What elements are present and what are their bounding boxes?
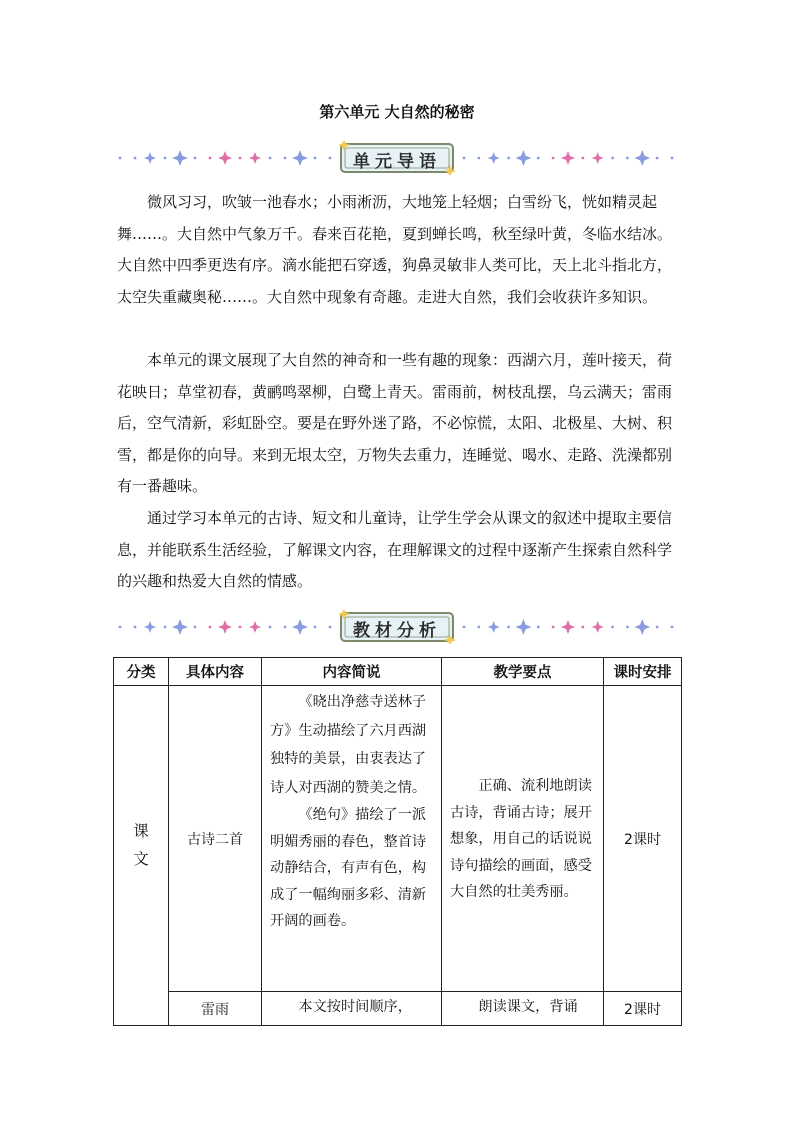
sparkle-dot xyxy=(626,157,629,160)
sparkle-dot xyxy=(314,626,317,629)
sparkle-dot xyxy=(194,157,197,160)
sparkle-star-icon xyxy=(144,152,156,164)
table-row xyxy=(114,992,682,1026)
points-cell xyxy=(442,992,604,1026)
sparkle-dot xyxy=(656,157,659,160)
sparkle-star-icon xyxy=(249,621,261,633)
sparkle-dot xyxy=(656,626,659,629)
sparkle-dot xyxy=(537,157,540,160)
content-cell: 古诗二首 xyxy=(169,686,262,992)
hours-cell: 2课时 xyxy=(604,686,682,992)
sparkle-dot xyxy=(671,157,674,160)
analysis-table xyxy=(113,657,682,1026)
sparkle-dot xyxy=(164,626,167,629)
sparkle-star-icon xyxy=(218,620,232,634)
sparkle-dot xyxy=(552,157,555,160)
column-header: 教学要点 xyxy=(442,658,604,686)
sparkle-dot xyxy=(194,626,197,629)
sparkle-dot xyxy=(134,626,137,629)
sparkle-dot xyxy=(239,626,242,629)
sparkle-dot xyxy=(611,157,614,160)
sparkle-dot xyxy=(119,157,122,160)
page-title: 第六单元 大自然的秘密 xyxy=(319,103,475,121)
summary-cell xyxy=(262,992,442,1026)
points-text: 朗读课文，背诵 xyxy=(478,999,578,1015)
section-banner-intro xyxy=(0,141,794,175)
sparkle-dot xyxy=(671,626,674,629)
sparkle-star-icon xyxy=(634,619,650,635)
sparkle-dot xyxy=(239,157,242,160)
column-header: 分类 xyxy=(114,658,169,686)
sparkle-dot xyxy=(463,157,466,160)
summary-paragraph: 《绝句》描绘了一派明媚秀丽的春色，整首诗动静结合，有声有色，构成了一幅绚丽多彩、清新开阔的画卷。 xyxy=(270,807,427,929)
sparkle-dot xyxy=(626,626,629,629)
intro-paragraph-3: 通过学习本单元的古诗、短文和儿童诗，让学生学会从课文的叙述中提取主要信息，并能联系生活经验，了解课文内容，在理解课文的过程中逐渐产生探索自然科学的兴趣和热爱大自然的情感。 xyxy=(117,509,673,591)
sparkle-dot xyxy=(269,157,272,160)
sparkle-dot xyxy=(284,626,287,629)
table-row xyxy=(114,686,682,992)
summary-paragraph: 本文按时间顺序， xyxy=(298,999,412,1015)
hours-cell: 2课时 xyxy=(604,992,682,1026)
sparkle-dot xyxy=(477,157,480,160)
column-header: 具体内容 xyxy=(169,658,262,686)
sparkle-dot xyxy=(581,157,584,160)
sparkle-dot xyxy=(329,626,332,629)
sparkle-star-icon xyxy=(592,621,604,633)
sparkle-star-icon xyxy=(292,619,308,635)
sparkle-star-icon xyxy=(172,150,188,166)
sparkle-star-icon xyxy=(561,620,575,634)
sparkle-star-icon xyxy=(515,619,531,635)
sparkle-dot xyxy=(581,626,584,629)
category-label: 课 文 xyxy=(133,821,149,868)
sparkle-dot xyxy=(537,626,540,629)
sparkle-dot xyxy=(507,157,510,160)
sparkle-dot xyxy=(507,626,510,629)
sparkle-dot xyxy=(284,157,287,160)
summary-cell xyxy=(262,686,442,992)
intro-paragraph-2: 本单元的课文展现了大自然的神奇和一些有趣的现象：西湖六月，莲叶接天，荷花映日；草堂初春，黄鹂鸣翠柳，白鹭上青天。雷雨前，树枝乱摆，乌云满天；雷雨后，空气清新，彩虹卧空。要是在野外迷了路，不必惊慌，太阳、北极星、大树、积雪，都是你的向导。来到无垠太空，万物失去重力，连睡觉、喝水、走路、洗澡都别有一番趣味。 xyxy=(117,351,673,496)
sparkle-dot xyxy=(269,626,272,629)
content-cell: 雷雨 xyxy=(169,992,262,1026)
sparkle-dot xyxy=(209,626,212,629)
sparkle-dot xyxy=(164,157,167,160)
sparkle-dot xyxy=(552,626,555,629)
sparkle-dot xyxy=(477,626,480,629)
sparkle-dot xyxy=(314,157,317,160)
sparkle-dot xyxy=(611,626,614,629)
sparkle-star-icon xyxy=(144,621,156,633)
column-header: 内容简说 xyxy=(262,658,442,686)
points-cell xyxy=(442,686,604,992)
sparkle-dot xyxy=(463,626,466,629)
section-banner-analysis xyxy=(0,610,794,644)
sparkle-star-icon xyxy=(488,152,500,164)
sparkle-dot xyxy=(134,157,137,160)
sparkle-star-icon xyxy=(592,152,604,164)
section-label-analysis: 教材分析 xyxy=(353,621,441,641)
sparkle-dot xyxy=(119,626,122,629)
table-header-row xyxy=(114,658,682,686)
sparkle-star-icon xyxy=(488,621,500,633)
sparkle-star-icon xyxy=(634,150,650,166)
sparkle-star-icon xyxy=(172,619,188,635)
points-text: 正确、流利地朗读古诗，背诵古诗；展开想象，用自己的话说说诗句描绘的画面，感受大自然的壮美秀丽。 xyxy=(450,778,592,901)
sparkle-star-icon xyxy=(515,150,531,166)
column-header: 课时安排 xyxy=(604,658,682,686)
sparkle-dot xyxy=(329,157,332,160)
sparkle-dot xyxy=(209,157,212,160)
sparkle-star-icon xyxy=(218,151,232,165)
sparkle-star-icon xyxy=(561,151,575,165)
section-label-intro: 单元导语 xyxy=(353,152,441,172)
summary-paragraph: 《晓出净慈寺送林子方》生动描绘了六月西湖独特的美景，由衷表达了诗人对西湖的赞美之情。 xyxy=(270,694,427,796)
category-cell xyxy=(114,686,169,1026)
sparkle-star-icon xyxy=(292,150,308,166)
sparkle-star-icon xyxy=(249,152,261,164)
intro-paragraph-1: 微风习习，吹皱一池春水；小雨淅沥，大地笼上轻烟；白雪纷飞，恍如精灵起舞……。大自然中气象万千。春来百花艳，夏到蝉长鸣，秋至绿叶黄，冬临水结冰。大自然中四季更迭有序。滴水能把石穿透，狗鼻灵敏非人类可比，天上北斗指北方，太空失重藏奥秘……。大自然中现象有奇趣。走进大自然，我们会收获许多知识。 xyxy=(117,193,673,306)
